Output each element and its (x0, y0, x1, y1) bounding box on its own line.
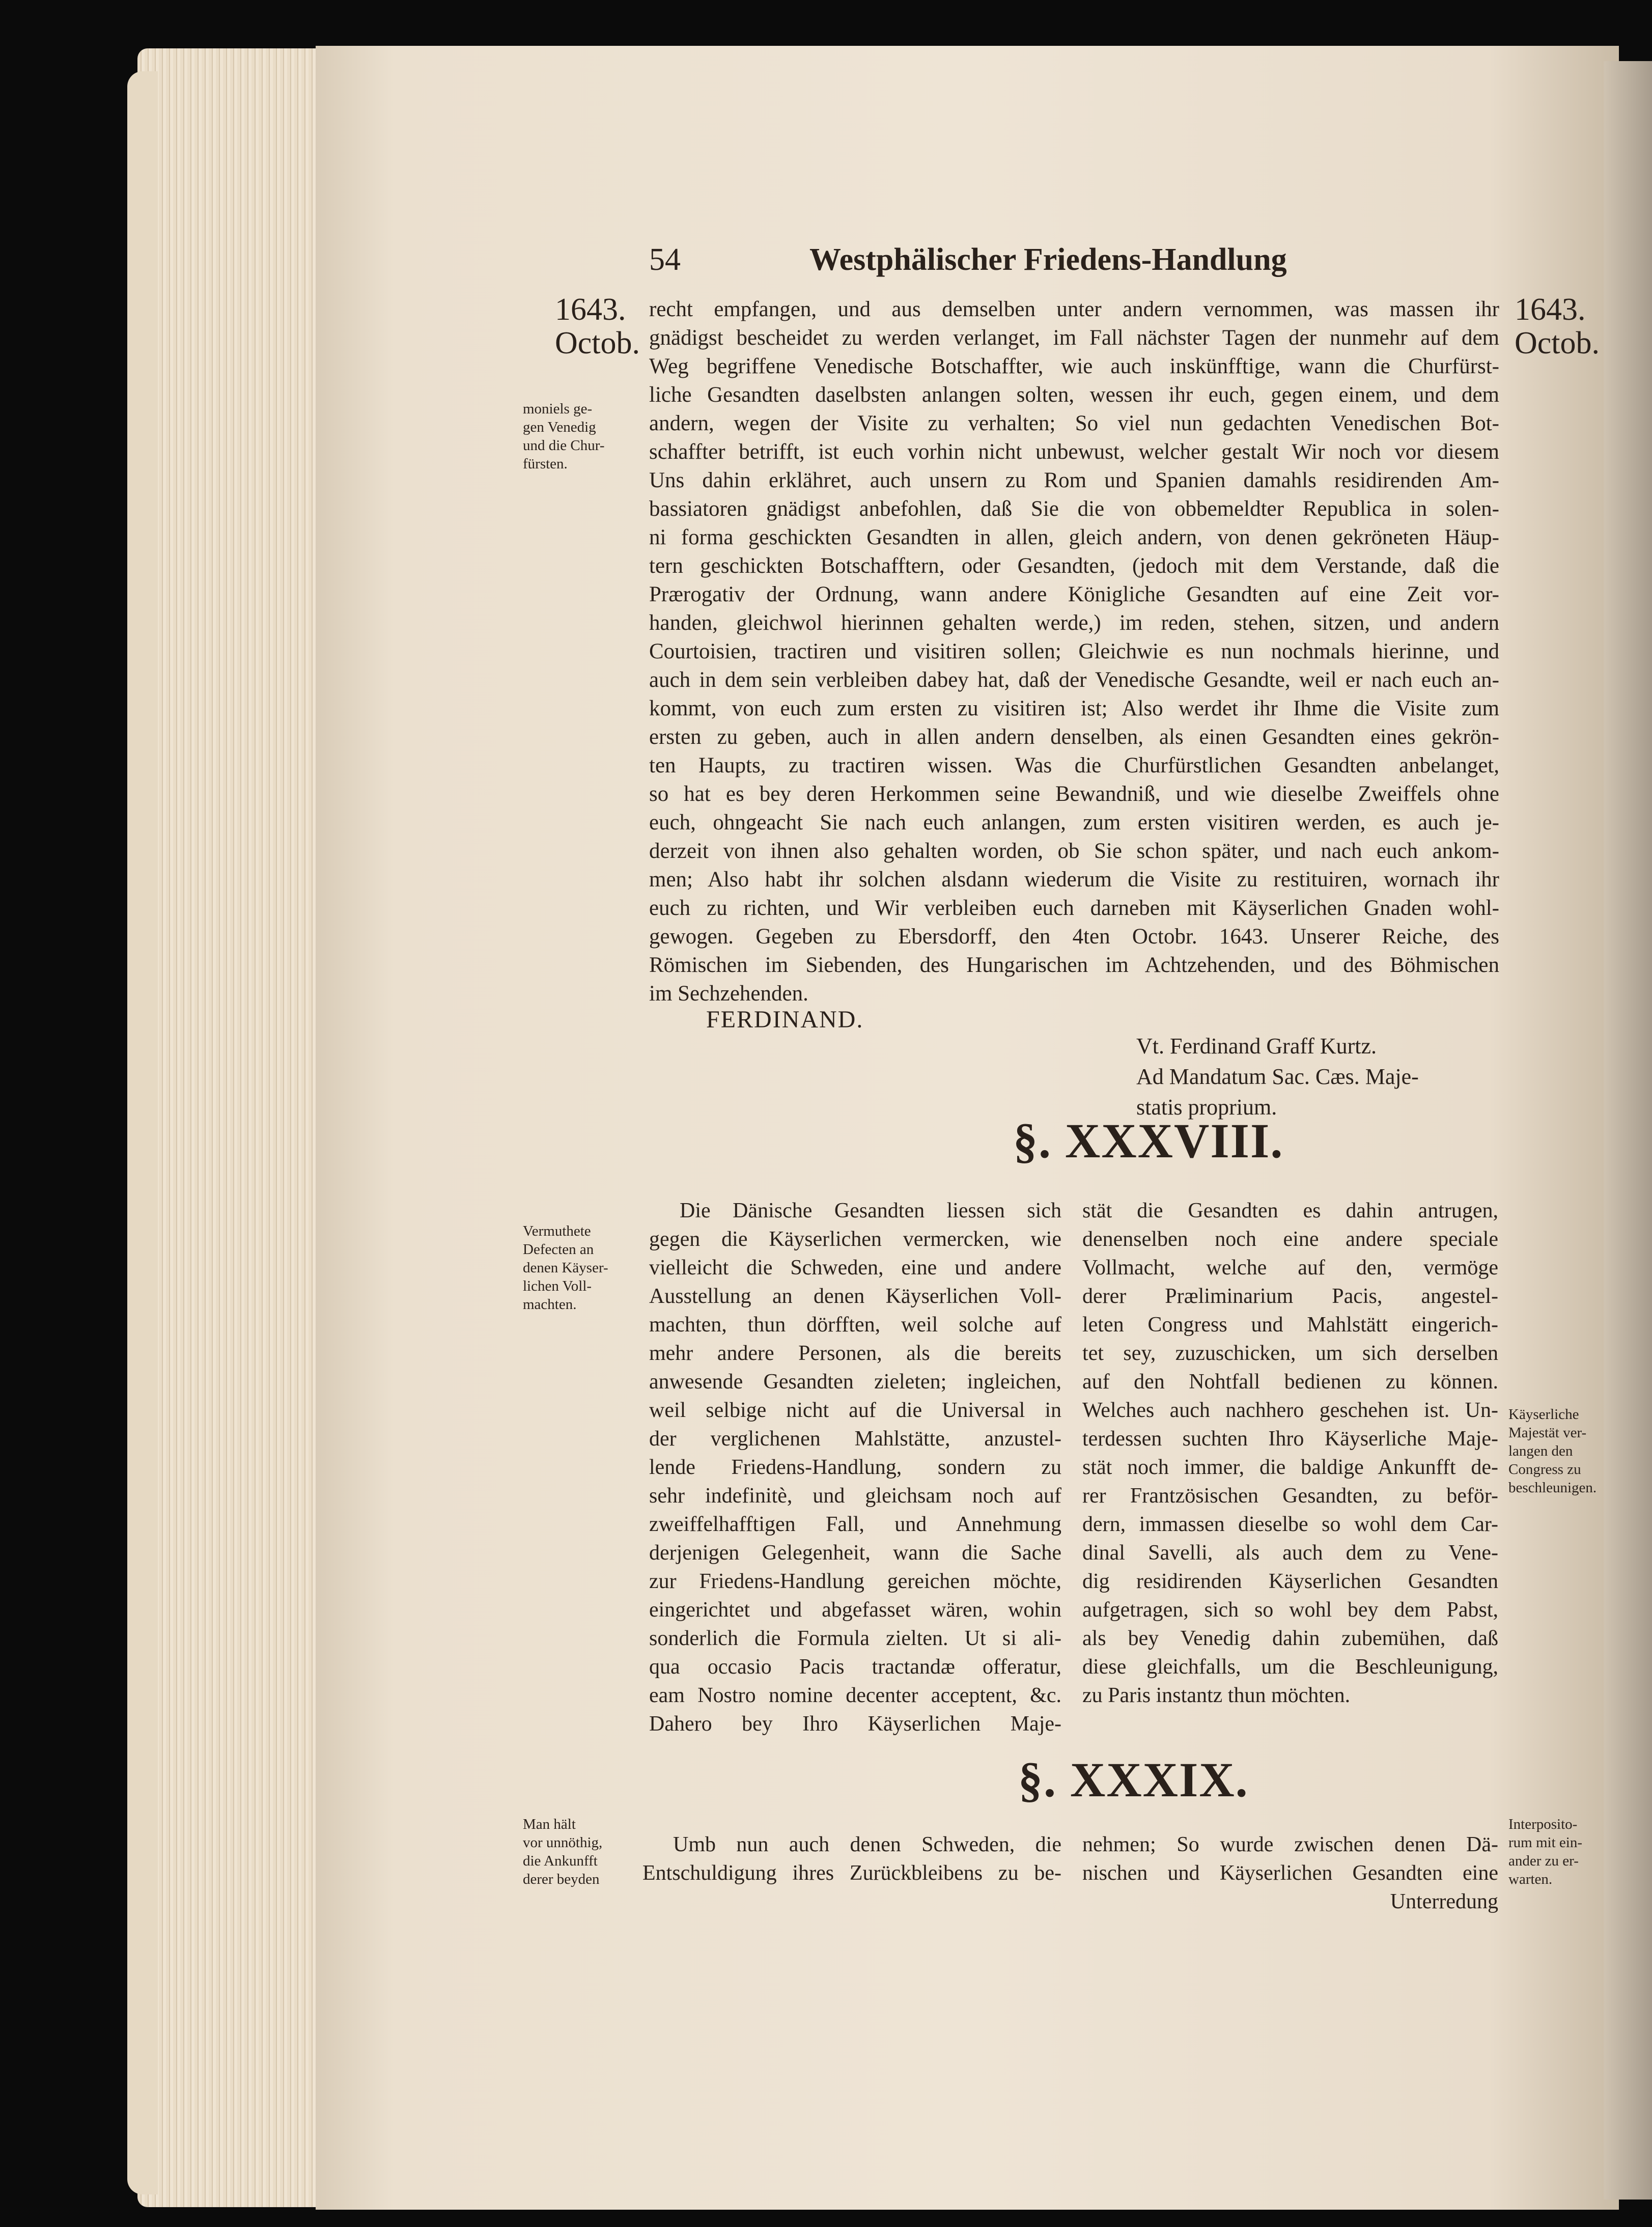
margin-note-line: Majestät ver- (1508, 1425, 1587, 1441)
page-edges-stack (137, 48, 321, 2207)
margin-note-line: die Ankunfft (523, 1853, 598, 1869)
margin-note-line: Käyserliche (1508, 1406, 1579, 1423)
text-line: derzeit von ihnen also gehalten worden, ob Sie schon später, und nach euch ankom- (649, 839, 1499, 863)
text-line: nischen und Käyserlichen Gesandten eine (1082, 1861, 1498, 1885)
margin-year: 1643. (1515, 292, 1586, 327)
text-line: eingerichtet und abgefasset wären, wohin (649, 1598, 1061, 1622)
text-line: weil selbige nicht auf die Universal in (649, 1399, 1061, 1422)
text-line: zu Paris instantz thun möchten. (1082, 1684, 1351, 1707)
book-cover-edge (127, 71, 158, 2194)
text-line: Welches auch nachhero geschehen ist. Un- (1082, 1399, 1498, 1422)
section-39-left-column (642, 1830, 1061, 1887)
text-line: anwesende Gesandten zieleten; ingleichen, (649, 1370, 1061, 1394)
margin-note-line: moniels ge- (523, 401, 593, 417)
text-line: euch, ohngeacht Sie nach euch anlangen, zum ersten visitiren werden, es auch je- (649, 811, 1499, 834)
margin-note-line: warten. (1508, 1871, 1553, 1887)
text-line: derer Præliminarium Pacis, angestel- (1082, 1285, 1498, 1308)
text-line: tet sey, zuzuschicken, um sich derselben (1082, 1342, 1498, 1365)
text-line: ten Haupts, zu tractiren wissen. Was die Churfürstlichen Gesandten anbelanget, (649, 754, 1499, 777)
margin-date-right (1515, 293, 1600, 360)
countersignature (1136, 1031, 1419, 1123)
text-line: so hat es bey deren Herkommen seine Bewandniß, und wie dieselbe Zweiffels ohne (649, 782, 1499, 806)
text-line: stät noch immer, die baldige Ankunfft de- (1082, 1456, 1498, 1479)
text-line: der verglichenen Mahlstätte, anzustel- (649, 1427, 1061, 1451)
text-line: gewogen. Gegeben zu Ebersdorff, den 4ten Octobr. 1643. Unserer Reiche, des (649, 925, 1499, 949)
text-line: eam Nostro nomine decenter acceptent, &c. (649, 1684, 1061, 1707)
text-line: Römischen im Siebenden, des Hungarischen im Achtzehenden, und des Böhmischen (649, 953, 1499, 977)
margin-year: 1643. (555, 292, 626, 327)
margin-note-line: langen den (1508, 1443, 1573, 1459)
margin-note-line: beschleunigen. (1508, 1480, 1597, 1496)
text-line: ersten zu geben, auch in allen andern denselben, als einen Gesandten eines gekrön- (649, 725, 1499, 749)
margin-date-left (555, 293, 640, 360)
text-line: ni forma geschickten Gesandten in allen, gleich andern, von denen gekröneten Häup- (649, 525, 1499, 549)
text-line: dern, immassen dieselbe so wohl dem Car- (1082, 1513, 1498, 1536)
text-line: lende Friedens-Handlung, sondern zu (649, 1456, 1061, 1479)
text-line: aufgetragen, sich so wohl bey dem Pabst, (1082, 1598, 1498, 1622)
margin-month: Octob. (1515, 326, 1600, 360)
margin-note (523, 1222, 608, 1314)
margin-note (523, 400, 605, 473)
text-line: Unterredung (1390, 1890, 1498, 1913)
text-line: Entschuldigung ihres Zurückbleibens zu be- (642, 1861, 1061, 1885)
section-38-right-column (1082, 1196, 1498, 1710)
margin-month: Octob. (555, 326, 640, 360)
text-line: Courtoisien, tractiren und visitiren sollen; Gleichwie es nun nochmals hierinne, und (649, 639, 1499, 663)
text-line: denenselben noch eine andere speciale (1082, 1228, 1498, 1251)
text-line: mehr andere Personen, als die bereits (649, 1342, 1061, 1365)
section-heading-39: §. XXXIX. (1018, 1752, 1249, 1807)
text-line: auch in dem sein verbleiben dabey hat, daß der Venedische Gesandte, weil er nach euch an- (649, 668, 1499, 692)
text-line: leten Congress und Mahlstätt eingerich- (1082, 1313, 1498, 1337)
text-line: schaffter betrifft, ist euch vorhin nicht unbewust, welcher gestalt Wir noch vor diesem (649, 440, 1499, 464)
margin-note (1508, 1405, 1597, 1497)
text-line: Die Dänische Gesandten liessen sich (680, 1199, 1061, 1222)
text-line: gegen die Käyserlichen vermercken, wie (649, 1228, 1061, 1251)
text-line: vielleicht die Schweden, eine und andere (649, 1256, 1061, 1279)
section-39-right-column (1082, 1830, 1498, 1916)
text-line: handen, gleichwol hierinnen gehalten werde,) im reden, stehen, sitzen, und andern (649, 611, 1499, 635)
facing-page-curl (1604, 61, 1652, 2200)
text-line: Ausstellung an denen Käyserlichen Voll- (649, 1285, 1061, 1308)
letter-text (649, 295, 1499, 1008)
running-title: Westphälischer Friedens-Handlung (809, 242, 1287, 277)
text-line: dig residirenden Käyserlichen Gesandten (1082, 1570, 1498, 1593)
countersign-line: statis proprium. (1136, 1095, 1277, 1120)
text-line: Weg begriffene Venedische Botschaffter, wie auch inskünfftige, wann die Churfürst- (649, 354, 1499, 378)
text-line: Uns dahin erklähret, auch unsern zu Rom und Spanien damahls residirenden Am- (649, 468, 1499, 492)
text-line: liche Gesandten daselbsten anlangen solten, wessen ihr euch, gegen einem, und dem (649, 383, 1499, 407)
text-line: tern geschickten Botschafftern, oder Gesandten, (jedoch mit dem Verstande, daß die (649, 554, 1499, 578)
margin-note-line: Defecten an (523, 1241, 594, 1258)
margin-note-line: Man hält (523, 1816, 576, 1832)
margin-note-line: machten. (523, 1296, 577, 1313)
margin-note-line: ander zu er- (1508, 1853, 1579, 1869)
text-line: machten, thun dörfften, weil solche auf (649, 1313, 1061, 1337)
text-line: terdessen suchten Ihro Käyserliche Maje- (1082, 1427, 1498, 1451)
text-line: Dahero bey Ihro Käyserlichen Maje- (649, 1712, 1061, 1736)
text-line: auf den Nohtfall bedienen zu können. (1082, 1370, 1498, 1394)
text-line: kommt, von euch zum ersten zu visitiren ist; Also werdet ihr Ihme die Visite zum (649, 697, 1499, 720)
text-line: zur Friedens-Handlung gereichen möchte, (649, 1570, 1061, 1593)
countersign-line: Ad Mandatum Sac. Cæs. Maje- (1136, 1064, 1419, 1089)
margin-note (523, 1815, 602, 1888)
text-line: zweiffelhafftigen Fall, und Annehmung (649, 1513, 1061, 1536)
section-38-left-column (649, 1196, 1061, 1738)
margin-note (1508, 1815, 1582, 1888)
margin-note-line: derer beyden (523, 1871, 600, 1887)
text-line: diese gleichfalls, um die Beschleunigung, (1082, 1655, 1498, 1679)
text-line: euch zu richten, und Wir verbleiben euch darneben mit Käyserlichen Gnaden wohl- (649, 896, 1499, 920)
signature-name: FERDINAND. (706, 1006, 864, 1033)
margin-note-line: gen Venedig (523, 419, 596, 435)
margin-note-line: fürsten. (523, 456, 568, 472)
text-line: men; Also habt ihr solchen alsdann wiederum die Visite zu restituiren, wornach ihr (649, 868, 1499, 892)
text-line: sehr indefinitè, und gleichsam noch auf (649, 1484, 1061, 1508)
text-line: qua occasio Pacis tractandæ offeratur, (649, 1655, 1061, 1679)
text-line: Vollmacht, welche auf den, vermöge (1082, 1256, 1498, 1279)
text-line: stät die Gesandten es dahin antrugen, (1082, 1199, 1498, 1222)
section-heading-38: §. XXXVIII. (1013, 1114, 1284, 1168)
text-line: andern, wegen der Visite zu verhalten; So viel nun gedachten Venedischen Bot- (649, 411, 1499, 435)
text-line: als bey Venedig dahin zubemühen, daß (1082, 1627, 1498, 1650)
text-line: sonderlich die Formula zielten. Ut si ali- (649, 1627, 1061, 1650)
text-line: dinal Savelli, als auch dem zu Vene- (1082, 1541, 1498, 1565)
text-line: nehmen; So wurde zwischen denen Dä- (1082, 1833, 1498, 1856)
margin-note-line: Interposito- (1508, 1816, 1578, 1832)
text-line: Umb nun auch denen Schweden, die (673, 1833, 1061, 1856)
text-line: derjenigen Gelegenheit, wann die Sache (649, 1541, 1061, 1565)
text-line: Prærogativ der Ordnung, wann andere Königliche Gesandten auf eine Zeit vor- (649, 582, 1499, 606)
text-line: recht empfangen, und aus demselben unter andern vernommen, was massen ihr (649, 297, 1499, 321)
page-number: 54 (649, 242, 681, 277)
text-line: gnädigst bescheidet zu werden verlanget, im Fall nächster Tagen der nunmehr auf dem (649, 326, 1499, 350)
margin-note-line: Vermuthete (523, 1223, 591, 1239)
text-line: bassiatoren gnädigst anbefohlen, daß Sie die von obbemeldter Republica in solen- (649, 497, 1499, 521)
margin-note-line: lichen Voll- (523, 1278, 592, 1294)
margin-note-line: und die Chur- (523, 437, 605, 454)
margin-note-line: rum mit ein- (1508, 1834, 1582, 1851)
margin-note-line: vor unnöthig, (523, 1834, 603, 1851)
text-line: im Sechzehenden. (649, 982, 808, 1006)
countersign-line: Vt. Ferdinand Graff Kurtz. (1136, 1034, 1377, 1059)
margin-note-line: Congress zu (1508, 1461, 1581, 1478)
margin-note-line: denen Käyser- (523, 1260, 608, 1276)
text-line: rer Frantzösischen Gesandten, zu beför- (1082, 1484, 1498, 1508)
